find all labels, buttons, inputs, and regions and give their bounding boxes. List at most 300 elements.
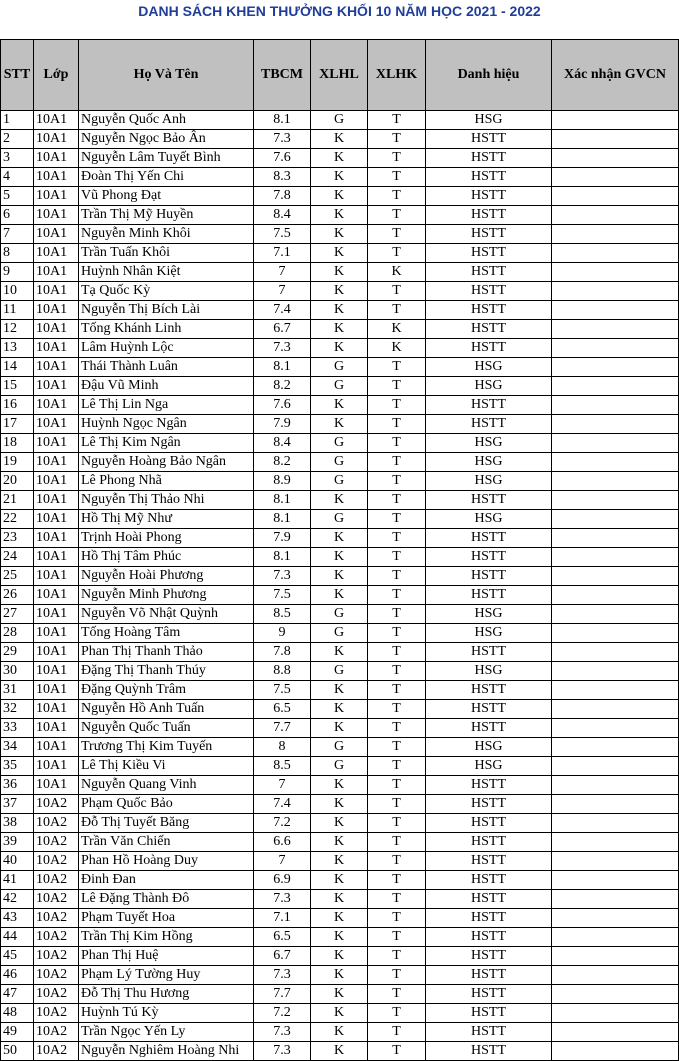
cell-ho-ten: Nguyễn Quang Vinh <box>79 776 254 795</box>
cell-lop: 10A1 <box>34 643 79 662</box>
cell-stt: 39 <box>1 833 34 852</box>
cell-xlhk: T <box>368 643 426 662</box>
cell-danh-hieu: HSTT <box>426 1042 552 1061</box>
cell-lop: 10A2 <box>34 871 79 890</box>
cell-xlhk: T <box>368 985 426 1004</box>
cell-xlhl: G <box>311 434 368 453</box>
cell-xac-nhan <box>552 168 679 187</box>
cell-xlhk: T <box>368 1042 426 1061</box>
cell-stt: 4 <box>1 168 34 187</box>
cell-danh-hieu: HSTT <box>426 719 552 738</box>
cell-xac-nhan <box>552 700 679 719</box>
cell-ho-ten: Nguyễn Minh Phương <box>79 586 254 605</box>
cell-stt: 47 <box>1 985 34 1004</box>
cell-ho-ten: Tống Hoàng Tâm <box>79 624 254 643</box>
cell-xac-nhan <box>552 510 679 529</box>
table-row <box>1 415 679 434</box>
cell-xlhl: K <box>311 130 368 149</box>
cell-xac-nhan <box>552 985 679 1004</box>
cell-lop: 10A1 <box>34 434 79 453</box>
cell-xac-nhan <box>552 396 679 415</box>
cell-ho-ten: Nguyễn Thị Bích Lài <box>79 301 254 320</box>
cell-tbcm: 7.6 <box>254 396 311 415</box>
cell-xlhl: K <box>311 719 368 738</box>
cell-ho-ten: Lê Thị Kiều Vi <box>79 757 254 776</box>
cell-stt: 25 <box>1 567 34 586</box>
cell-tbcm: 7 <box>254 263 311 282</box>
cell-tbcm: 7.3 <box>254 966 311 985</box>
cell-ho-ten: Trần Thị Mỹ Huyền <box>79 206 254 225</box>
cell-stt: 45 <box>1 947 34 966</box>
cell-tbcm: 8.4 <box>254 434 311 453</box>
cell-tbcm: 8.8 <box>254 662 311 681</box>
cell-lop: 10A1 <box>34 225 79 244</box>
table-row <box>1 890 679 909</box>
cell-xlhl: G <box>311 757 368 776</box>
cell-xlhk: T <box>368 434 426 453</box>
cell-ho-ten: Trần Thị Kim Hồng <box>79 928 254 947</box>
cell-ho-ten: Tạ Quốc Kỳ <box>79 282 254 301</box>
cell-tbcm: 8.1 <box>254 548 311 567</box>
cell-xac-nhan <box>552 187 679 206</box>
cell-danh-hieu: HSTT <box>426 548 552 567</box>
cell-xlhl: K <box>311 168 368 187</box>
cell-ho-ten: Lê Phong Nhã <box>79 472 254 491</box>
header-xlhk: XLHK <box>368 40 426 111</box>
cell-lop: 10A1 <box>34 149 79 168</box>
header-lop: Lớp <box>34 40 79 111</box>
cell-ho-ten: Hồ Thị Tâm Phúc <box>79 548 254 567</box>
cell-stt: 38 <box>1 814 34 833</box>
cell-xlhk: T <box>368 852 426 871</box>
cell-stt: 29 <box>1 643 34 662</box>
cell-xlhk: T <box>368 738 426 757</box>
cell-lop: 10A1 <box>34 491 79 510</box>
cell-ho-ten: Phạm Quốc Bảo <box>79 795 254 814</box>
table-row <box>1 966 679 985</box>
cell-xac-nhan <box>552 662 679 681</box>
cell-danh-hieu: HSG <box>426 453 552 472</box>
table-row <box>1 738 679 757</box>
table-row <box>1 909 679 928</box>
table-row <box>1 320 679 339</box>
cell-stt: 36 <box>1 776 34 795</box>
cell-tbcm: 7 <box>254 852 311 871</box>
cell-tbcm: 8.3 <box>254 168 311 187</box>
cell-ho-ten: Nguyễn Quốc Anh <box>79 111 254 130</box>
cell-tbcm: 8.1 <box>254 491 311 510</box>
cell-xlhl: K <box>311 282 368 301</box>
table-row <box>1 852 679 871</box>
cell-ho-ten: Lê Đặng Thành Đô <box>79 890 254 909</box>
cell-danh-hieu: HSTT <box>426 871 552 890</box>
cell-tbcm: 7.3 <box>254 1042 311 1061</box>
cell-xac-nhan <box>552 586 679 605</box>
cell-xlhk: T <box>368 529 426 548</box>
cell-danh-hieu: HSTT <box>426 852 552 871</box>
cell-xlhl: K <box>311 396 368 415</box>
cell-ho-ten: Đặng Thị Thanh Thúy <box>79 662 254 681</box>
cell-stt: 16 <box>1 396 34 415</box>
cell-xlhl: G <box>311 738 368 757</box>
cell-stt: 18 <box>1 434 34 453</box>
cell-xlhl: K <box>311 700 368 719</box>
cell-tbcm: 8.2 <box>254 453 311 472</box>
header-danh-hieu: Danh hiệu <box>426 40 552 111</box>
cell-ho-ten: Trương Thị Kim Tuyến <box>79 738 254 757</box>
cell-stt: 24 <box>1 548 34 567</box>
cell-xlhl: K <box>311 928 368 947</box>
cell-stt: 32 <box>1 700 34 719</box>
cell-tbcm: 9 <box>254 624 311 643</box>
cell-xlhl: G <box>311 624 368 643</box>
cell-xlhl: K <box>311 966 368 985</box>
cell-xac-nhan <box>552 149 679 168</box>
table-row <box>1 149 679 168</box>
cell-tbcm: 7.6 <box>254 149 311 168</box>
cell-lop: 10A1 <box>34 111 79 130</box>
cell-ho-ten: Nguyễn Minh Khôi <box>79 225 254 244</box>
cell-xac-nhan <box>552 928 679 947</box>
cell-lop: 10A2 <box>34 1023 79 1042</box>
cell-ho-ten: Tống Khánh Linh <box>79 320 254 339</box>
cell-stt: 31 <box>1 681 34 700</box>
cell-xac-nhan <box>552 130 679 149</box>
cell-xlhl: K <box>311 320 368 339</box>
cell-stt: 10 <box>1 282 34 301</box>
cell-stt: 3 <box>1 149 34 168</box>
cell-lop: 10A2 <box>34 795 79 814</box>
cell-ho-ten: Phạm Tuyết Hoa <box>79 909 254 928</box>
cell-ho-ten: Thái Thành Luân <box>79 358 254 377</box>
cell-xlhl: K <box>311 643 368 662</box>
cell-stt: 14 <box>1 358 34 377</box>
cell-xlhl: K <box>311 529 368 548</box>
cell-lop: 10A1 <box>34 453 79 472</box>
cell-xac-nhan <box>552 206 679 225</box>
table-row <box>1 605 679 624</box>
cell-stt: 30 <box>1 662 34 681</box>
cell-lop: 10A1 <box>34 738 79 757</box>
cell-xlhk: T <box>368 909 426 928</box>
cell-danh-hieu: HSG <box>426 377 552 396</box>
cell-lop: 10A1 <box>34 130 79 149</box>
cell-tbcm: 7.4 <box>254 301 311 320</box>
cell-danh-hieu: HSG <box>426 472 552 491</box>
table-row <box>1 719 679 738</box>
cell-xlhk: T <box>368 377 426 396</box>
cell-xac-nhan <box>552 966 679 985</box>
cell-xlhk: T <box>368 453 426 472</box>
cell-tbcm: 7.5 <box>254 586 311 605</box>
cell-lop: 10A2 <box>34 909 79 928</box>
cell-danh-hieu: HSG <box>426 662 552 681</box>
table-row <box>1 776 679 795</box>
cell-danh-hieu: HSTT <box>426 776 552 795</box>
cell-xac-nhan <box>552 795 679 814</box>
cell-xlhk: T <box>368 149 426 168</box>
cell-xlhl: K <box>311 225 368 244</box>
cell-stt: 5 <box>1 187 34 206</box>
cell-ho-ten: Nguyễn Hoàng Bảo Ngân <box>79 453 254 472</box>
table-row <box>1 795 679 814</box>
cell-xlhk: T <box>368 168 426 187</box>
cell-xac-nhan <box>552 624 679 643</box>
cell-xlhl: K <box>311 187 368 206</box>
cell-stt: 17 <box>1 415 34 434</box>
table-row <box>1 529 679 548</box>
cell-tbcm: 7.3 <box>254 890 311 909</box>
cell-xlhk: T <box>368 510 426 529</box>
cell-xlhl: K <box>311 795 368 814</box>
cell-xac-nhan <box>552 453 679 472</box>
cell-xlhl: K <box>311 491 368 510</box>
cell-xac-nhan <box>552 225 679 244</box>
cell-tbcm: 6.9 <box>254 871 311 890</box>
header-row <box>1 40 679 111</box>
table-row <box>1 1023 679 1042</box>
cell-xlhk: T <box>368 472 426 491</box>
table-row <box>1 643 679 662</box>
cell-danh-hieu: HSTT <box>426 833 552 852</box>
cell-xlhl: K <box>311 1023 368 1042</box>
cell-tbcm: 7.2 <box>254 814 311 833</box>
cell-xlhk: T <box>368 225 426 244</box>
cell-danh-hieu: HSG <box>426 510 552 529</box>
cell-ho-ten: Nguyễn Hồ Anh Tuấn <box>79 700 254 719</box>
cell-xlhl: K <box>311 814 368 833</box>
cell-stt: 46 <box>1 966 34 985</box>
cell-xlhk: T <box>368 795 426 814</box>
cell-xac-nhan <box>552 852 679 871</box>
cell-xlhl: G <box>311 605 368 624</box>
cell-xlhk: T <box>368 491 426 510</box>
cell-xlhk: T <box>368 757 426 776</box>
table-row <box>1 757 679 776</box>
cell-xlhl: K <box>311 149 368 168</box>
cell-tbcm: 7.3 <box>254 1023 311 1042</box>
cell-lop: 10A1 <box>34 472 79 491</box>
cell-stt: 35 <box>1 757 34 776</box>
cell-xac-nhan <box>552 339 679 358</box>
cell-stt: 50 <box>1 1042 34 1061</box>
cell-danh-hieu: HSG <box>426 358 552 377</box>
cell-danh-hieu: HSTT <box>426 1023 552 1042</box>
cell-stt: 19 <box>1 453 34 472</box>
cell-stt: 6 <box>1 206 34 225</box>
cell-xlhk: T <box>368 928 426 947</box>
table-row <box>1 453 679 472</box>
cell-xlhk: T <box>368 244 426 263</box>
cell-danh-hieu: HSTT <box>426 320 552 339</box>
cell-stt: 13 <box>1 339 34 358</box>
cell-lop: 10A1 <box>34 377 79 396</box>
page-title: DANH SÁCH KHEN THƯỞNG KHỐI 10 NĂM HỌC 2021 - 2022 <box>138 3 541 19</box>
cell-xlhl: G <box>311 472 368 491</box>
cell-xlhl: K <box>311 586 368 605</box>
table-row <box>1 244 679 263</box>
cell-lop: 10A1 <box>34 776 79 795</box>
cell-ho-ten: Đỗ Thị Tuyết Băng <box>79 814 254 833</box>
cell-stt: 28 <box>1 624 34 643</box>
cell-ho-ten: Nguyễn Lâm Tuyết Bình <box>79 149 254 168</box>
cell-danh-hieu: HSTT <box>426 529 552 548</box>
cell-stt: 49 <box>1 1023 34 1042</box>
cell-danh-hieu: HSTT <box>426 491 552 510</box>
cell-xlhl: K <box>311 206 368 225</box>
cell-ho-ten: Trần Tuấn Khôi <box>79 244 254 263</box>
cell-tbcm: 7.8 <box>254 643 311 662</box>
cell-stt: 2 <box>1 130 34 149</box>
cell-ho-ten: Hồ Thị Mỹ Như <box>79 510 254 529</box>
cell-tbcm: 7.1 <box>254 909 311 928</box>
cell-xlhk: T <box>368 567 426 586</box>
cell-xac-nhan <box>552 491 679 510</box>
cell-danh-hieu: HSTT <box>426 909 552 928</box>
cell-xlhk: T <box>368 111 426 130</box>
cell-ho-ten: Phạm Lý Tường Huy <box>79 966 254 985</box>
cell-lop: 10A2 <box>34 1004 79 1023</box>
table-row <box>1 928 679 947</box>
cell-xlhl: K <box>311 301 368 320</box>
cell-tbcm: 7.4 <box>254 795 311 814</box>
cell-tbcm: 7.8 <box>254 187 311 206</box>
cell-danh-hieu: HSTT <box>426 168 552 187</box>
cell-xlhl: K <box>311 244 368 263</box>
cell-ho-ten: Nguyễn Nghiêm Hoàng Nhi <box>79 1042 254 1061</box>
cell-lop: 10A1 <box>34 719 79 738</box>
cell-lop: 10A1 <box>34 320 79 339</box>
cell-lop: 10A1 <box>34 263 79 282</box>
cell-stt: 41 <box>1 871 34 890</box>
cell-ho-ten: Lê Thị Lin Nga <box>79 396 254 415</box>
table-row <box>1 586 679 605</box>
cell-lop: 10A1 <box>34 282 79 301</box>
cell-xlhl: G <box>311 377 368 396</box>
cell-danh-hieu: HSTT <box>426 795 552 814</box>
cell-xlhk: T <box>368 833 426 852</box>
cell-tbcm: 7 <box>254 776 311 795</box>
cell-xlhl: K <box>311 833 368 852</box>
cell-tbcm: 7.7 <box>254 719 311 738</box>
cell-tbcm: 6.7 <box>254 320 311 339</box>
cell-xac-nhan <box>552 738 679 757</box>
cell-xlhk: T <box>368 548 426 567</box>
cell-xlhk: T <box>368 586 426 605</box>
cell-lop: 10A1 <box>34 244 79 263</box>
table-row <box>1 624 679 643</box>
cell-stt: 15 <box>1 377 34 396</box>
cell-xlhk: T <box>368 871 426 890</box>
cell-xlhk: T <box>368 301 426 320</box>
table-row <box>1 833 679 852</box>
cell-danh-hieu: HSTT <box>426 700 552 719</box>
table-row <box>1 814 679 833</box>
cell-stt: 43 <box>1 909 34 928</box>
cell-xac-nhan <box>552 415 679 434</box>
table-row <box>1 187 679 206</box>
cell-lop: 10A2 <box>34 890 79 909</box>
table-row <box>1 225 679 244</box>
cell-xlhl: K <box>311 890 368 909</box>
cell-danh-hieu: HSTT <box>426 681 552 700</box>
cell-danh-hieu: HSTT <box>426 244 552 263</box>
cell-lop: 10A2 <box>34 852 79 871</box>
cell-lop: 10A2 <box>34 928 79 947</box>
cell-lop: 10A1 <box>34 624 79 643</box>
cell-ho-ten: Vũ Phong Đạt <box>79 187 254 206</box>
cell-stt: 33 <box>1 719 34 738</box>
cell-xlhl: K <box>311 947 368 966</box>
cell-danh-hieu: HSTT <box>426 396 552 415</box>
cell-ho-ten: Đậu Vũ Minh <box>79 377 254 396</box>
table-row <box>1 947 679 966</box>
cell-lop: 10A1 <box>34 567 79 586</box>
cell-lop: 10A2 <box>34 814 79 833</box>
cell-xlhk: T <box>368 1023 426 1042</box>
cell-danh-hieu: HSTT <box>426 985 552 1004</box>
cell-danh-hieu: HSG <box>426 605 552 624</box>
cell-danh-hieu: HSG <box>426 757 552 776</box>
cell-lop: 10A1 <box>34 662 79 681</box>
header-tbcm: TBCM <box>254 40 311 111</box>
cell-ho-ten: Trịnh Hoài Phong <box>79 529 254 548</box>
cell-lop: 10A1 <box>34 681 79 700</box>
cell-ho-ten: Đỗ Thị Thu Hương <box>79 985 254 1004</box>
cell-xlhl: G <box>311 111 368 130</box>
cell-lop: 10A2 <box>34 985 79 1004</box>
cell-lop: 10A1 <box>34 187 79 206</box>
cell-danh-hieu: HSTT <box>426 567 552 586</box>
cell-stt: 8 <box>1 244 34 263</box>
cell-danh-hieu: HSTT <box>426 206 552 225</box>
cell-xlhk: T <box>368 187 426 206</box>
cell-xlhl: G <box>311 453 368 472</box>
cell-tbcm: 6.5 <box>254 700 311 719</box>
cell-xlhl: G <box>311 358 368 377</box>
cell-lop: 10A2 <box>34 1042 79 1061</box>
cell-lop: 10A1 <box>34 358 79 377</box>
cell-tbcm: 7.3 <box>254 130 311 149</box>
cell-xlhk: T <box>368 814 426 833</box>
cell-lop: 10A1 <box>34 529 79 548</box>
cell-tbcm: 7 <box>254 282 311 301</box>
cell-xlhl: K <box>311 1004 368 1023</box>
cell-ho-ten: Đinh Đan <box>79 871 254 890</box>
cell-xlhl: K <box>311 339 368 358</box>
cell-xac-nhan <box>552 548 679 567</box>
cell-xac-nhan <box>552 909 679 928</box>
cell-danh-hieu: HSTT <box>426 225 552 244</box>
cell-xlhk: T <box>368 947 426 966</box>
cell-tbcm: 8.5 <box>254 757 311 776</box>
cell-xlhk: T <box>368 358 426 377</box>
cell-danh-hieu: HSTT <box>426 187 552 206</box>
cell-xac-nhan <box>552 1023 679 1042</box>
cell-danh-hieu: HSG <box>426 624 552 643</box>
cell-xac-nhan <box>552 757 679 776</box>
cell-xlhk: T <box>368 605 426 624</box>
cell-xlhl: K <box>311 852 368 871</box>
table-row <box>1 662 679 681</box>
cell-xlhk: K <box>368 339 426 358</box>
cell-xlhl: K <box>311 985 368 1004</box>
cell-xac-nhan <box>552 719 679 738</box>
cell-xac-nhan <box>552 643 679 662</box>
cell-danh-hieu: HSTT <box>426 282 552 301</box>
cell-stt: 34 <box>1 738 34 757</box>
cell-xac-nhan <box>552 890 679 909</box>
